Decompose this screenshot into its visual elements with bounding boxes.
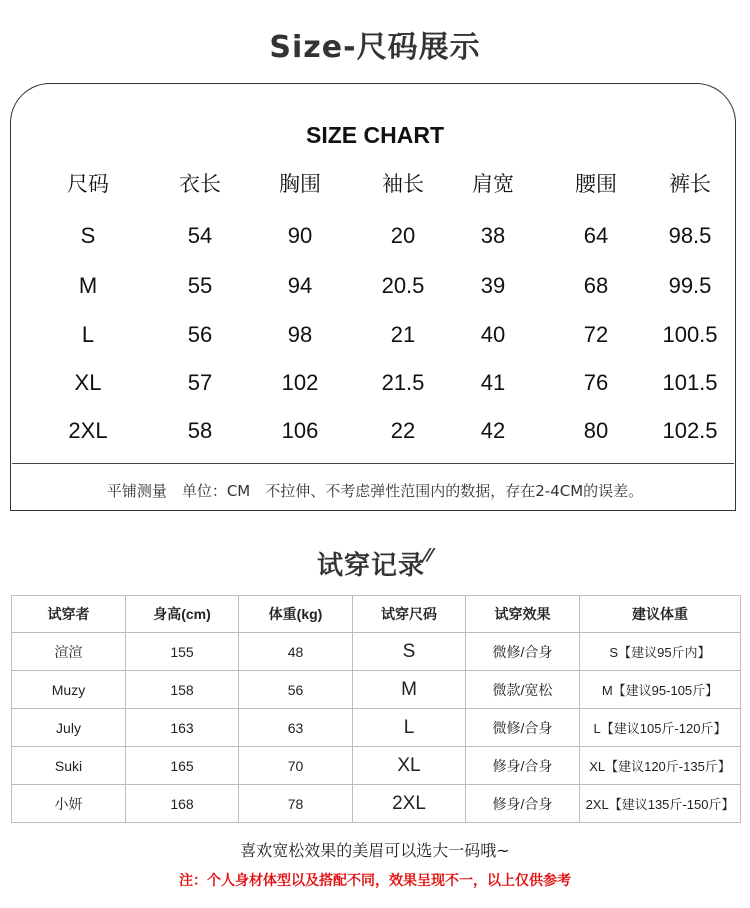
tryon-cell: 2XL【建议135斤-150斤】 [580, 785, 741, 823]
size-chart-cell: 40 [480, 322, 506, 347]
tryon-cell: 修身/合身 [466, 785, 580, 823]
size-chart-header: 尺码 [67, 173, 109, 196]
tryon-cell: 微款/宽松 [466, 671, 580, 709]
size-chart-cell: 80 [583, 418, 609, 443]
size-chart-header: 腰围 [575, 173, 617, 196]
size-chart-header: 裤长 [669, 173, 711, 196]
size-chart-cell: L [81, 322, 95, 347]
size-chart-cell: 20.5 [381, 273, 425, 298]
size-chart-cell: 39 [480, 273, 506, 298]
tryon-cell: M [353, 671, 466, 709]
sizing-tip: 喜欢宽松效果的美眉可以选大一码哦~ [240, 841, 510, 860]
tryon-header: 身高(cm) [126, 596, 239, 633]
tryon-cell: 163 [126, 709, 239, 747]
tryon-cell: 48 [239, 633, 353, 671]
size-chart-cell: 21 [390, 322, 416, 347]
size-chart-cell: 99.5 [668, 273, 712, 298]
tryon-cell: 70 [239, 747, 353, 785]
size-chart-title: SIZE CHART [306, 122, 444, 148]
size-chart-cell: 41 [480, 370, 506, 395]
measurement-note: 平铺测量 单位：CM 不拉伸、不考虑弹性范围内的数据，存在2-4CM的误差。 [106, 482, 644, 500]
size-chart-divider [12, 463, 734, 464]
tryon-table [11, 595, 741, 823]
table-row [12, 785, 741, 823]
table-row [12, 671, 741, 709]
size-chart-cell: 22 [390, 418, 416, 443]
tryon-cell: 158 [126, 671, 239, 709]
size-chart-cell: 56 [187, 322, 213, 347]
tryon-cell: L [353, 709, 466, 747]
size-chart-header: 肩宽 [472, 173, 514, 196]
section-title-size: Size-尺码展示 [269, 30, 481, 65]
size-chart-cell: 102 [281, 370, 319, 395]
size-chart-cell: 2XL [68, 418, 108, 443]
size-chart-cell: 98.5 [668, 223, 712, 248]
tryon-cell: XL [353, 747, 466, 785]
table-row [12, 747, 741, 785]
tryon-cell: 小妍 [12, 785, 126, 823]
tryon-cell: July [12, 709, 126, 747]
size-chart-cell: 68 [583, 273, 609, 298]
size-chart-cell: 100.5 [662, 322, 718, 347]
section-title-tryon [0, 545, 750, 582]
tryon-cell: M【建议95-105斤】 [580, 671, 741, 709]
size-chart-cell: 76 [583, 370, 609, 395]
tryon-header-row [12, 596, 741, 633]
size-chart-header: 胸围 [279, 173, 321, 196]
size-chart-cell: 72 [583, 322, 609, 347]
size-chart-header: 袖长 [382, 173, 424, 196]
tryon-cell: 63 [239, 709, 353, 747]
size-chart-cell: S [80, 223, 96, 248]
size-chart-cell: 98 [287, 322, 313, 347]
tryon-cell: 168 [126, 785, 239, 823]
disclaimer-note: 注：个人身材体型以及搭配不同，效果呈现不一，以上仅供参考 [179, 873, 571, 889]
table-row [12, 709, 741, 747]
tryon-cell: 56 [239, 671, 353, 709]
tryon-header: 建议体重 [580, 596, 741, 633]
size-chart-cell: 106 [281, 418, 319, 443]
size-chart-cell: 20 [390, 223, 416, 248]
tryon-cell: 165 [126, 747, 239, 785]
tryon-cell: 微修/合身 [466, 709, 580, 747]
size-chart-cell: XL [74, 370, 102, 395]
tryon-cell: 2XL [353, 785, 466, 823]
tryon-cell: 渲渲 [12, 633, 126, 671]
tryon-header: 体重(kg) [239, 596, 353, 633]
size-chart-header: 衣长 [179, 173, 221, 196]
size-chart-cell: M [78, 273, 98, 298]
tryon-cell: Muzy [12, 671, 126, 709]
size-chart-cell: 21.5 [381, 370, 425, 395]
tryon-header: 试穿效果 [466, 596, 580, 633]
slash-mark-icon: ⁄⁄ [425, 545, 434, 566]
section-title-tryon-text: 试穿记录 [316, 551, 425, 581]
size-chart-cell: 42 [480, 418, 506, 443]
size-chart-cell: 38 [480, 223, 506, 248]
size-chart-cell: 58 [187, 418, 213, 443]
tryon-cell: 修身/合身 [466, 747, 580, 785]
size-chart-cell: 54 [187, 223, 213, 248]
size-chart-cell: 90 [287, 223, 313, 248]
size-chart-cell: 101.5 [662, 370, 718, 395]
tryon-cell: 155 [126, 633, 239, 671]
table-row [12, 633, 741, 671]
tryon-cell: XL【建议120斤-135斤】 [580, 747, 741, 785]
tryon-cell: S【建议95斤内】 [580, 633, 741, 671]
tryon-cell: Suki [12, 747, 126, 785]
tryon-cell: 78 [239, 785, 353, 823]
tryon-header: 试穿尺码 [353, 596, 466, 633]
tryon-cell: 微修/合身 [466, 633, 580, 671]
tryon-header: 试穿者 [12, 596, 126, 633]
size-chart-cell: 64 [583, 223, 609, 248]
size-chart-cell: 57 [187, 370, 213, 395]
size-chart-cell: 94 [287, 273, 313, 298]
size-chart-cell: 55 [187, 273, 213, 298]
tryon-cell: S [353, 633, 466, 671]
size-chart-cell: 102.5 [662, 418, 718, 443]
tryon-cell: L【建议105斤-120斤】 [580, 709, 741, 747]
